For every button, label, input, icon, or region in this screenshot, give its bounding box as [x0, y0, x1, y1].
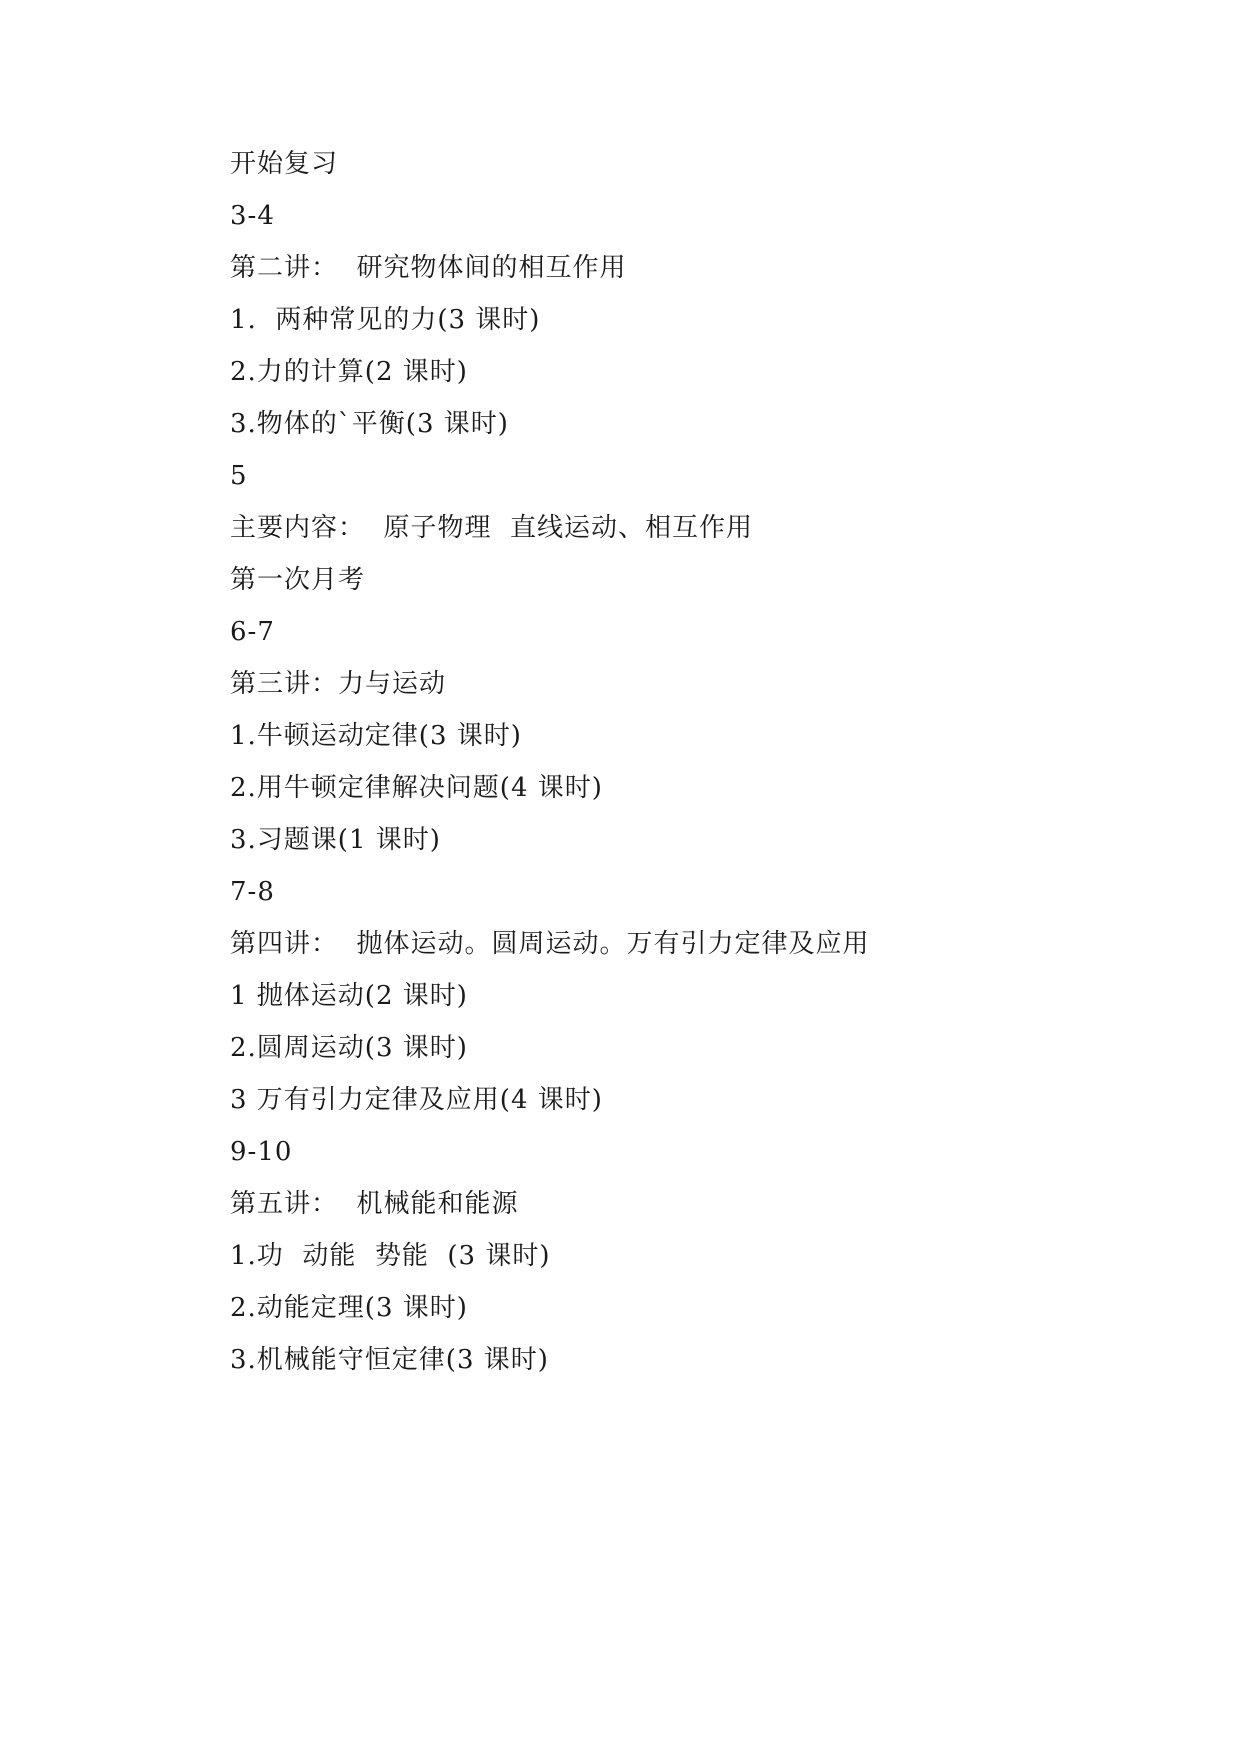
- document-body: [230, 138, 1050, 1386]
- lecture-title: 第三讲：力与运动: [230, 669, 447, 699]
- week-range: 5: [230, 461, 248, 491]
- lesson-item: 2.用牛顿定律解决问题(4 课时): [230, 773, 603, 803]
- lesson-item: 1. 两种常见的力(3 课时): [230, 305, 541, 335]
- lecture-title: 第四讲： 抛体运动。圆周运动。万有引力定律及应用: [230, 929, 870, 959]
- week-range: 6-7: [230, 617, 275, 647]
- lesson-item: 1 抛体运动(2 课时): [230, 981, 468, 1011]
- lecture-title: 第五讲： 机械能和能源: [230, 1189, 519, 1219]
- heading-start-review: 开始复习: [230, 149, 339, 179]
- lesson-item: 1.功 动能 势能 (3 课时): [230, 1241, 551, 1271]
- week-range: 3-4: [230, 201, 275, 231]
- lesson-item: 3 万有引力定律及应用(4 课时): [230, 1085, 603, 1115]
- lesson-item: 2.动能定理(3 课时): [230, 1293, 468, 1323]
- lecture-title: 第二讲： 研究物体间的相互作用: [230, 253, 627, 283]
- exam-line: 第一次月考: [230, 565, 366, 595]
- lesson-item: 3.物体的`平衡(3 课时): [230, 409, 509, 439]
- lesson-item: 2.力的计算(2 课时): [230, 357, 468, 387]
- lesson-item: 3.机械能守恒定律(3 课时): [230, 1345, 549, 1375]
- main-content-line: 主要内容： 原子物理 直线运动、相互作用: [230, 513, 754, 543]
- lesson-item: 3.习题课(1 课时): [230, 825, 441, 855]
- week-range: 9-10: [230, 1137, 293, 1167]
- week-range: 7-8: [230, 877, 275, 907]
- lesson-item: 2.圆周运动(3 课时): [230, 1033, 468, 1063]
- lesson-item: 1.牛顿运动定律(3 课时): [230, 721, 522, 751]
